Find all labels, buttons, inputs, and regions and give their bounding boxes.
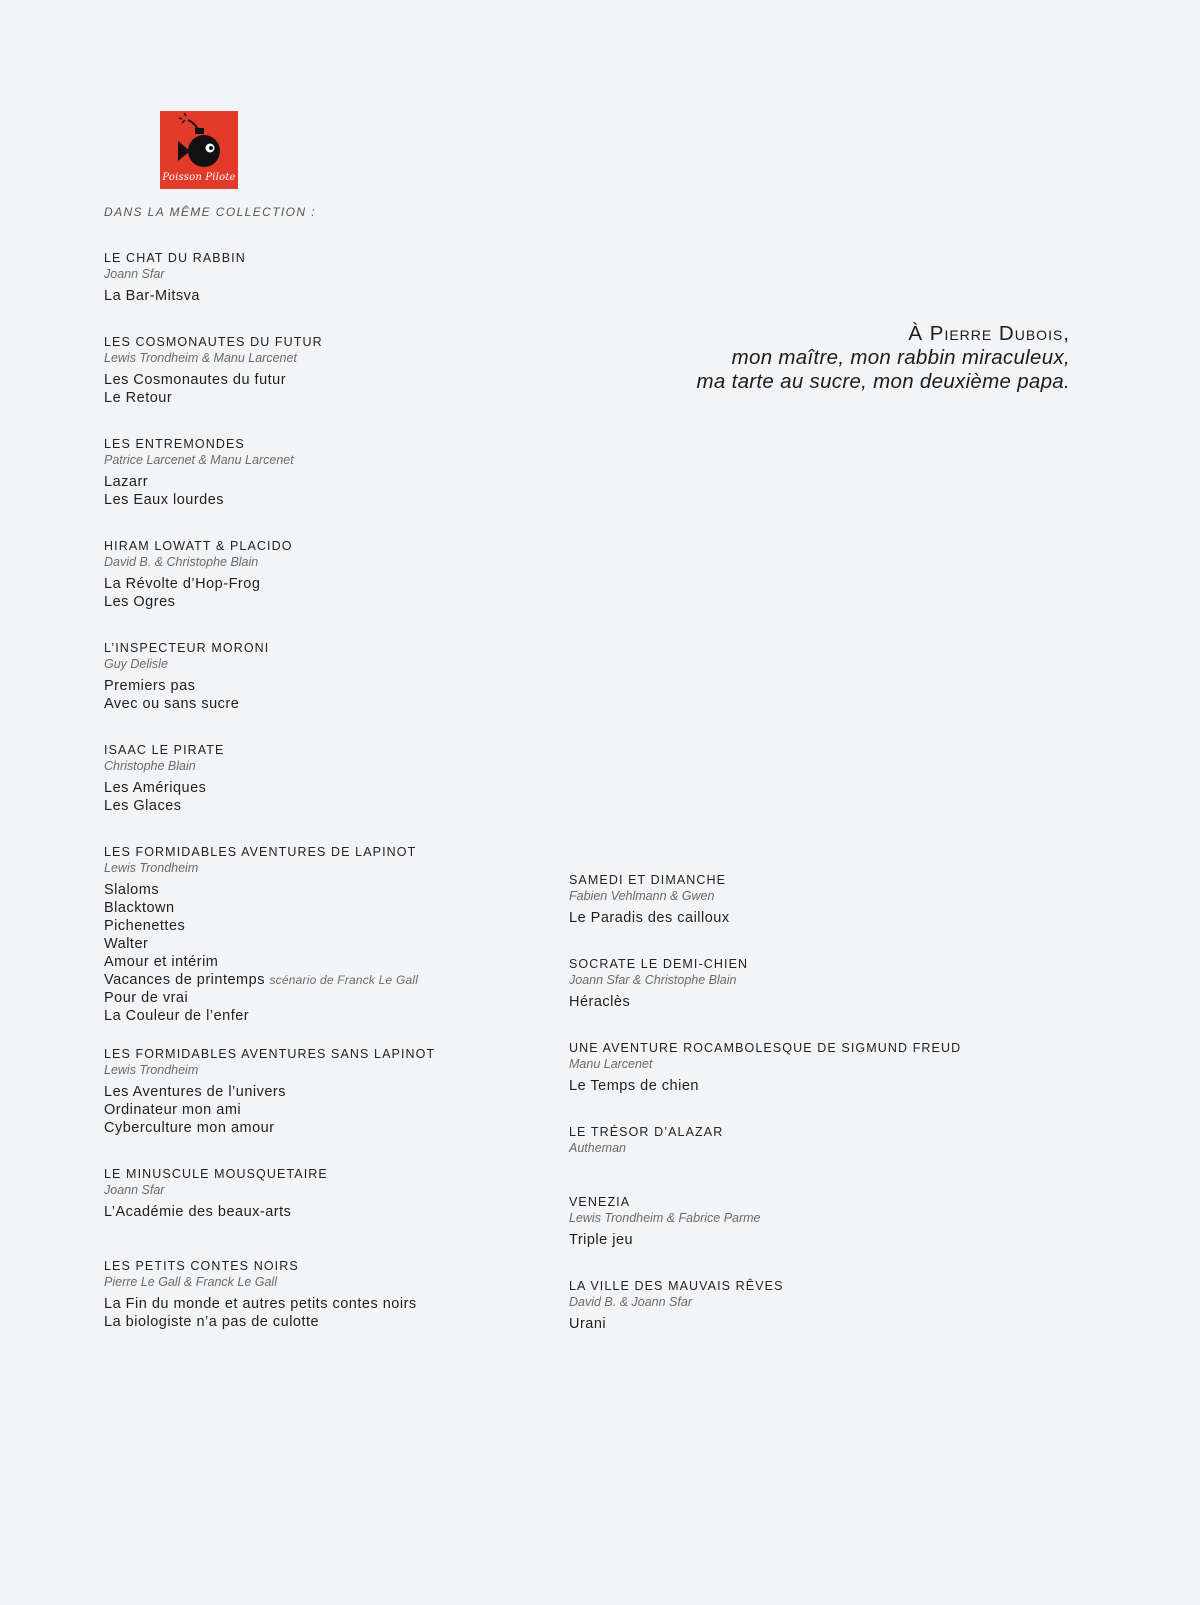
book-title: La Couleur de l’enfer <box>104 1008 250 1024</box>
book-title: Les Amériques <box>104 780 207 796</box>
book-title-item <box>104 371 323 389</box>
book-note: scénario de Franck Le Gall <box>269 973 419 987</box>
series-entry <box>569 1040 961 1095</box>
book-list <box>104 677 269 713</box>
book-list <box>104 1295 417 1331</box>
book-title: Héraclès <box>569 994 631 1010</box>
book-title-item <box>104 1295 417 1313</box>
book-title-item <box>569 909 730 927</box>
book-title: Les Glaces <box>104 798 182 814</box>
book-title-item <box>104 1203 328 1221</box>
book-list <box>104 881 418 1025</box>
book-title-item <box>104 677 269 695</box>
series-title: LE CHAT DU RABBIN <box>104 251 246 265</box>
logo-text: Poisson Pilote <box>162 172 236 183</box>
series-entry <box>104 640 269 713</box>
book-title-item <box>104 473 294 491</box>
book-title-item <box>104 1083 435 1101</box>
series-title: LE MINUSCULE MOUSQUETAIRE <box>104 1167 328 1181</box>
dedication-line: mon maître, mon rabbin miraculeux, <box>731 346 1070 369</box>
book-title: Amour et intérim <box>104 954 219 970</box>
series-authors: David B. & Joann Sfar <box>569 1295 692 1309</box>
series-title: L’INSPECTEUR MORONI <box>104 641 270 655</box>
series-authors: Joann Sfar <box>104 267 165 281</box>
book-title-item <box>569 1231 761 1249</box>
book-title-item <box>104 971 418 989</box>
book-list <box>569 1315 784 1333</box>
series-authors: David B. & Christophe Blain <box>104 555 259 569</box>
series-title: VENEZIA <box>569 1195 631 1209</box>
series-title: SOCRATE LE DEMI-CHIEN <box>569 957 749 971</box>
dedication-line: ma tarte au sucre, mon deuxième papa. <box>696 370 1070 393</box>
book-title: Walter <box>104 936 149 952</box>
book-title-item <box>104 1101 435 1119</box>
book-list <box>104 287 246 305</box>
series-authors: Autheman <box>569 1141 626 1155</box>
book-title: Les Eaux lourdes <box>104 492 225 508</box>
book-title: Cyberculture mon amour <box>104 1120 275 1136</box>
book-list <box>569 1231 761 1249</box>
series-entry <box>104 538 293 611</box>
book-title-item <box>104 779 224 797</box>
book-title-item <box>104 989 418 1007</box>
book-list <box>104 371 323 407</box>
series-entry <box>569 872 730 927</box>
series-authors: Lewis Trondheim & Manu Larcenet <box>104 351 297 365</box>
book-title: La Révolte d’Hop-Frog <box>104 576 261 592</box>
series-entry <box>569 1194 761 1249</box>
bomb-fish-icon <box>160 111 238 171</box>
book-title-item <box>569 1077 961 1095</box>
book-title: Pichenettes <box>104 918 186 934</box>
series-entry <box>104 250 246 305</box>
book-title: Ordinateur mon ami <box>104 1102 242 1118</box>
book-title: Urani <box>569 1316 607 1332</box>
book-title: Vacances de printemps <box>104 972 265 988</box>
series-authors: Fabien Vehlmann & Gwen <box>569 889 715 903</box>
dedication <box>697 322 1070 394</box>
book-title-item <box>104 881 418 899</box>
book-title-item <box>104 491 294 509</box>
book-title: La biologiste n’a pas de culotte <box>104 1314 320 1330</box>
series-title: LES FORMIDABLES AVENTURES DE LAPINOT <box>104 845 417 859</box>
series-title: LES FORMIDABLES AVENTURES SANS LAPINOT <box>104 1047 436 1061</box>
book-title: Les Aventures de l’univers <box>104 1084 287 1100</box>
book-title-item <box>104 575 293 593</box>
series-title: UNE AVENTURE ROCAMBOLESQUE DE SIGMUND FREUD <box>569 1041 962 1055</box>
series-authors: Pierre Le Gall & Franck Le Gall <box>104 1275 277 1289</box>
book-title: Les Ogres <box>104 594 176 610</box>
book-title: L’Académie des beaux-arts <box>104 1204 292 1220</box>
series-entry <box>104 742 224 815</box>
book-title: Lazarr <box>104 474 149 490</box>
book-title: Le Retour <box>104 390 173 406</box>
book-title: Pour de vrai <box>104 990 189 1006</box>
book-title-item <box>569 1315 784 1333</box>
series-authors: Lewis Trondheim & Fabrice Parme <box>569 1211 761 1225</box>
book-title: Premiers pas <box>104 678 196 694</box>
book-title: Les Cosmonautes du futur <box>104 372 287 388</box>
book-title-item <box>104 899 418 917</box>
book-title: La Fin du monde et autres petits contes noirs <box>104 1296 417 1312</box>
series-entry <box>569 1278 784 1333</box>
book-title-item <box>104 389 323 407</box>
book-list <box>104 575 293 611</box>
series-title: LES PETITS CONTES NOIRS <box>104 1259 299 1273</box>
book-list <box>569 993 748 1011</box>
series-authors: Lewis Trondheim <box>104 1063 199 1077</box>
series-authors: Guy Delisle <box>104 657 168 671</box>
book-title-item <box>104 1313 417 1331</box>
book-title-item <box>104 797 224 815</box>
series-authors: Joann Sfar & Christophe Blain <box>569 973 737 987</box>
book-title-item <box>104 1119 435 1137</box>
series-title: LES COSMONAUTES DU FUTUR <box>104 335 323 349</box>
book-title-item <box>104 953 418 971</box>
book-title-item <box>104 1007 418 1025</box>
series-title: HIRAM LOWATT & PLACIDO <box>104 539 293 553</box>
dedication-name: À Pierre Dubois, <box>908 322 1070 345</box>
book-title-item <box>104 935 418 953</box>
collection-heading: DANS LA MÊME COLLECTION : <box>104 205 316 219</box>
book-title-item <box>104 917 418 935</box>
series-entry <box>104 1166 328 1221</box>
book-title: Le Temps de chien <box>569 1078 699 1094</box>
series-entry <box>104 334 323 407</box>
publisher-logo <box>160 111 238 189</box>
series-entry <box>104 436 294 509</box>
book-title: Avec ou sans sucre <box>104 696 240 712</box>
book-list <box>104 1203 328 1221</box>
series-entry <box>569 1124 723 1161</box>
book-list <box>569 909 730 927</box>
book-title: La Bar-Mitsva <box>104 288 200 304</box>
book-title-item <box>104 695 269 713</box>
series-title: SAMEDI ET DIMANCHE <box>569 873 727 887</box>
series-authors: Lewis Trondheim <box>104 861 199 875</box>
series-authors: Joann Sfar <box>104 1183 165 1197</box>
series-authors: Christophe Blain <box>104 759 196 773</box>
series-title: LE TRÉSOR D’ALAZAR <box>569 1125 724 1139</box>
series-title: LA VILLE DES MAUVAIS RÊVES <box>569 1279 784 1293</box>
book-list <box>104 473 294 509</box>
book-title-item <box>569 993 748 1011</box>
series-title: ISAAC LE PIRATE <box>104 743 225 757</box>
series-entry <box>569 956 748 1011</box>
series-title: LES ENTREMONDES <box>104 437 245 451</box>
book-title: Triple jeu <box>569 1232 634 1248</box>
series-authors: Manu Larcenet <box>569 1057 653 1071</box>
book-list <box>104 1083 435 1137</box>
series-entry <box>104 844 418 1025</box>
book-title: Le Paradis des cailloux <box>569 910 730 926</box>
book-title-item <box>104 287 246 305</box>
book-list <box>104 779 224 815</box>
book-list <box>569 1077 961 1095</box>
book-title-item <box>104 593 293 611</box>
series-authors: Patrice Larcenet & Manu Larcenet <box>104 453 294 467</box>
series-entry <box>104 1046 435 1137</box>
book-title: Slaloms <box>104 882 160 898</box>
series-entry <box>104 1258 417 1331</box>
book-title: Blacktown <box>104 900 175 916</box>
